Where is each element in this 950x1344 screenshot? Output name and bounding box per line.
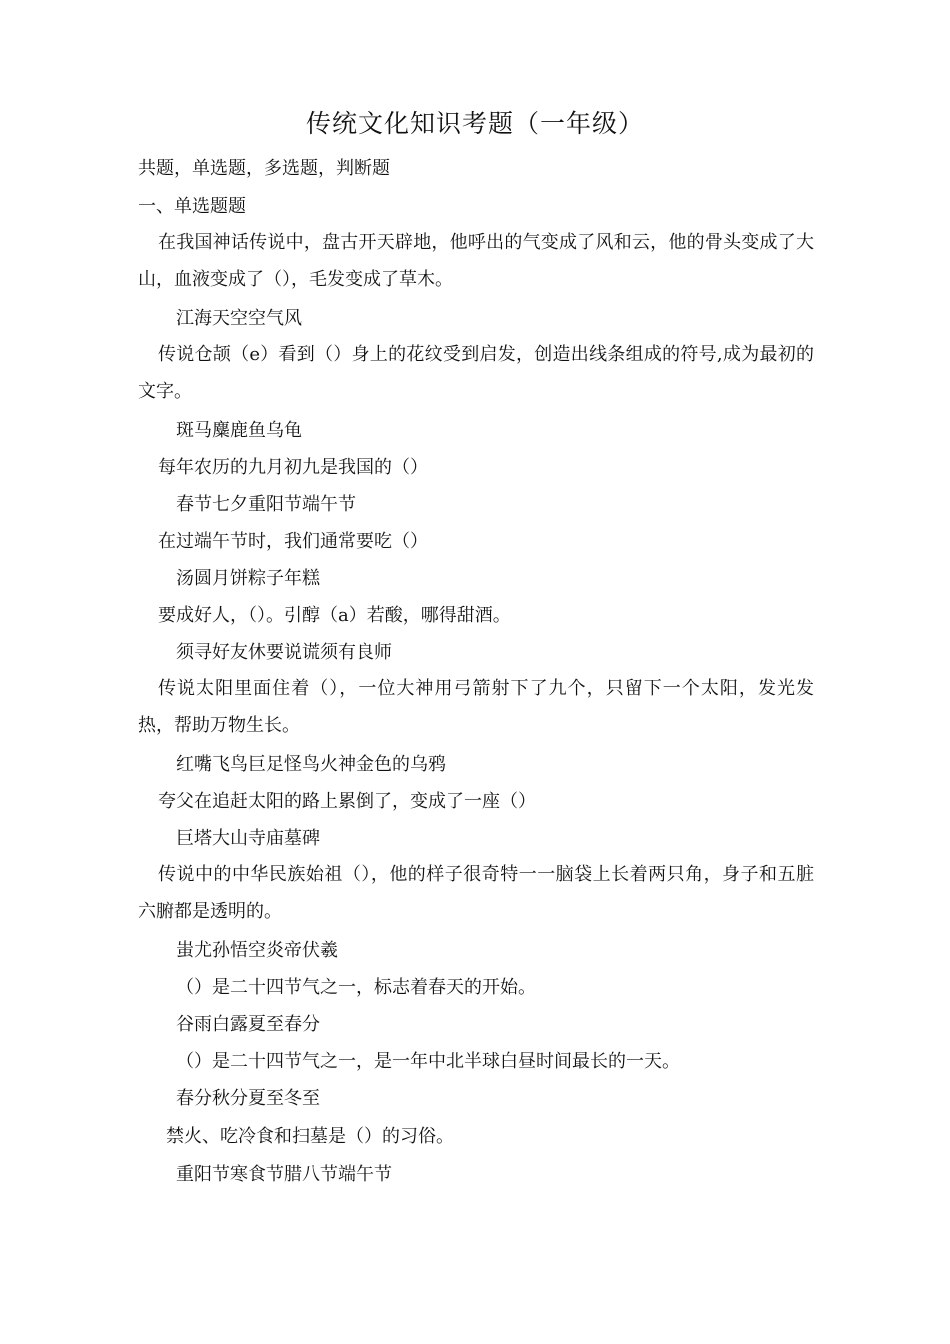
question-3-options: 春节七夕重阳节端午节 — [176, 494, 356, 515]
question-type-summary: 共题，单选题，多选题，判断题 — [138, 158, 390, 179]
question-5: 要成好人，（）。引醇（a）若酸，哪得甜酒。 — [158, 605, 511, 626]
question-10-options: 春分秋分夏至冬至 — [176, 1088, 320, 1109]
question-11: 禁火、吃冷食和扫墓是（）的习俗。 — [166, 1126, 454, 1147]
question-5-options: 须寻好友休要说谎须有良师 — [176, 642, 392, 663]
question-9: （）是二十四节气之一，标志着春天的开始。 — [176, 977, 536, 998]
section-heading: 一、单选题题 — [138, 196, 246, 217]
question-7: 夸父在追赶太阳的路上累倒了，变成了一座（） — [158, 791, 536, 812]
question-3: 每年农历的九月初九是我国的（） — [158, 457, 428, 478]
question-6: 传说太阳里面住着（），一位大神用弓箭射下了九个，只留下一个太阳，发光发热，帮助万物生长。 — [138, 678, 814, 736]
question-4: 在过端午节时，我们通常要吃（） — [158, 531, 428, 552]
question-2-options: 斑马麋鹿鱼乌龟 — [176, 420, 302, 441]
question-2: 传说仓颉（e）看到（）身上的花纹受到启发，创造出线条组成的符号,成为最初的文字。 — [138, 344, 814, 402]
question-8: 传说中的中华民族始祖（），他的样子很奇特一一脑袋上长着两只角，身子和五脏六腑都是透明的。 — [138, 864, 814, 922]
question-9-options: 谷雨白露夏至春分 — [176, 1014, 320, 1035]
question-8-options: 蚩尤孙悟空炎帝伏羲 — [176, 940, 338, 961]
question-10: （）是二十四节气之一，是一年中北半球白昼时间最长的一天。 — [176, 1051, 680, 1072]
question-1: 在我国神话传说中，盘古开天辟地，他呼出的气变成了风和云，他的骨头变成了大山，血液变成了（），毛发变成了草木。 — [138, 232, 814, 290]
question-6-options: 红嘴飞鸟巨足怪鸟火神金色的乌鸦 — [176, 754, 446, 775]
question-4-options: 汤圆月饼粽子年糕 — [176, 568, 320, 589]
question-11-options: 重阳节寒食节腊八节端午节 — [176, 1164, 392, 1185]
question-7-options: 巨塔大山寺庙墓碑 — [176, 828, 320, 849]
page-title: 传统文化知识考题（一年级） — [305, 109, 644, 138]
question-1-options: 江海天空空气风 — [176, 308, 302, 329]
